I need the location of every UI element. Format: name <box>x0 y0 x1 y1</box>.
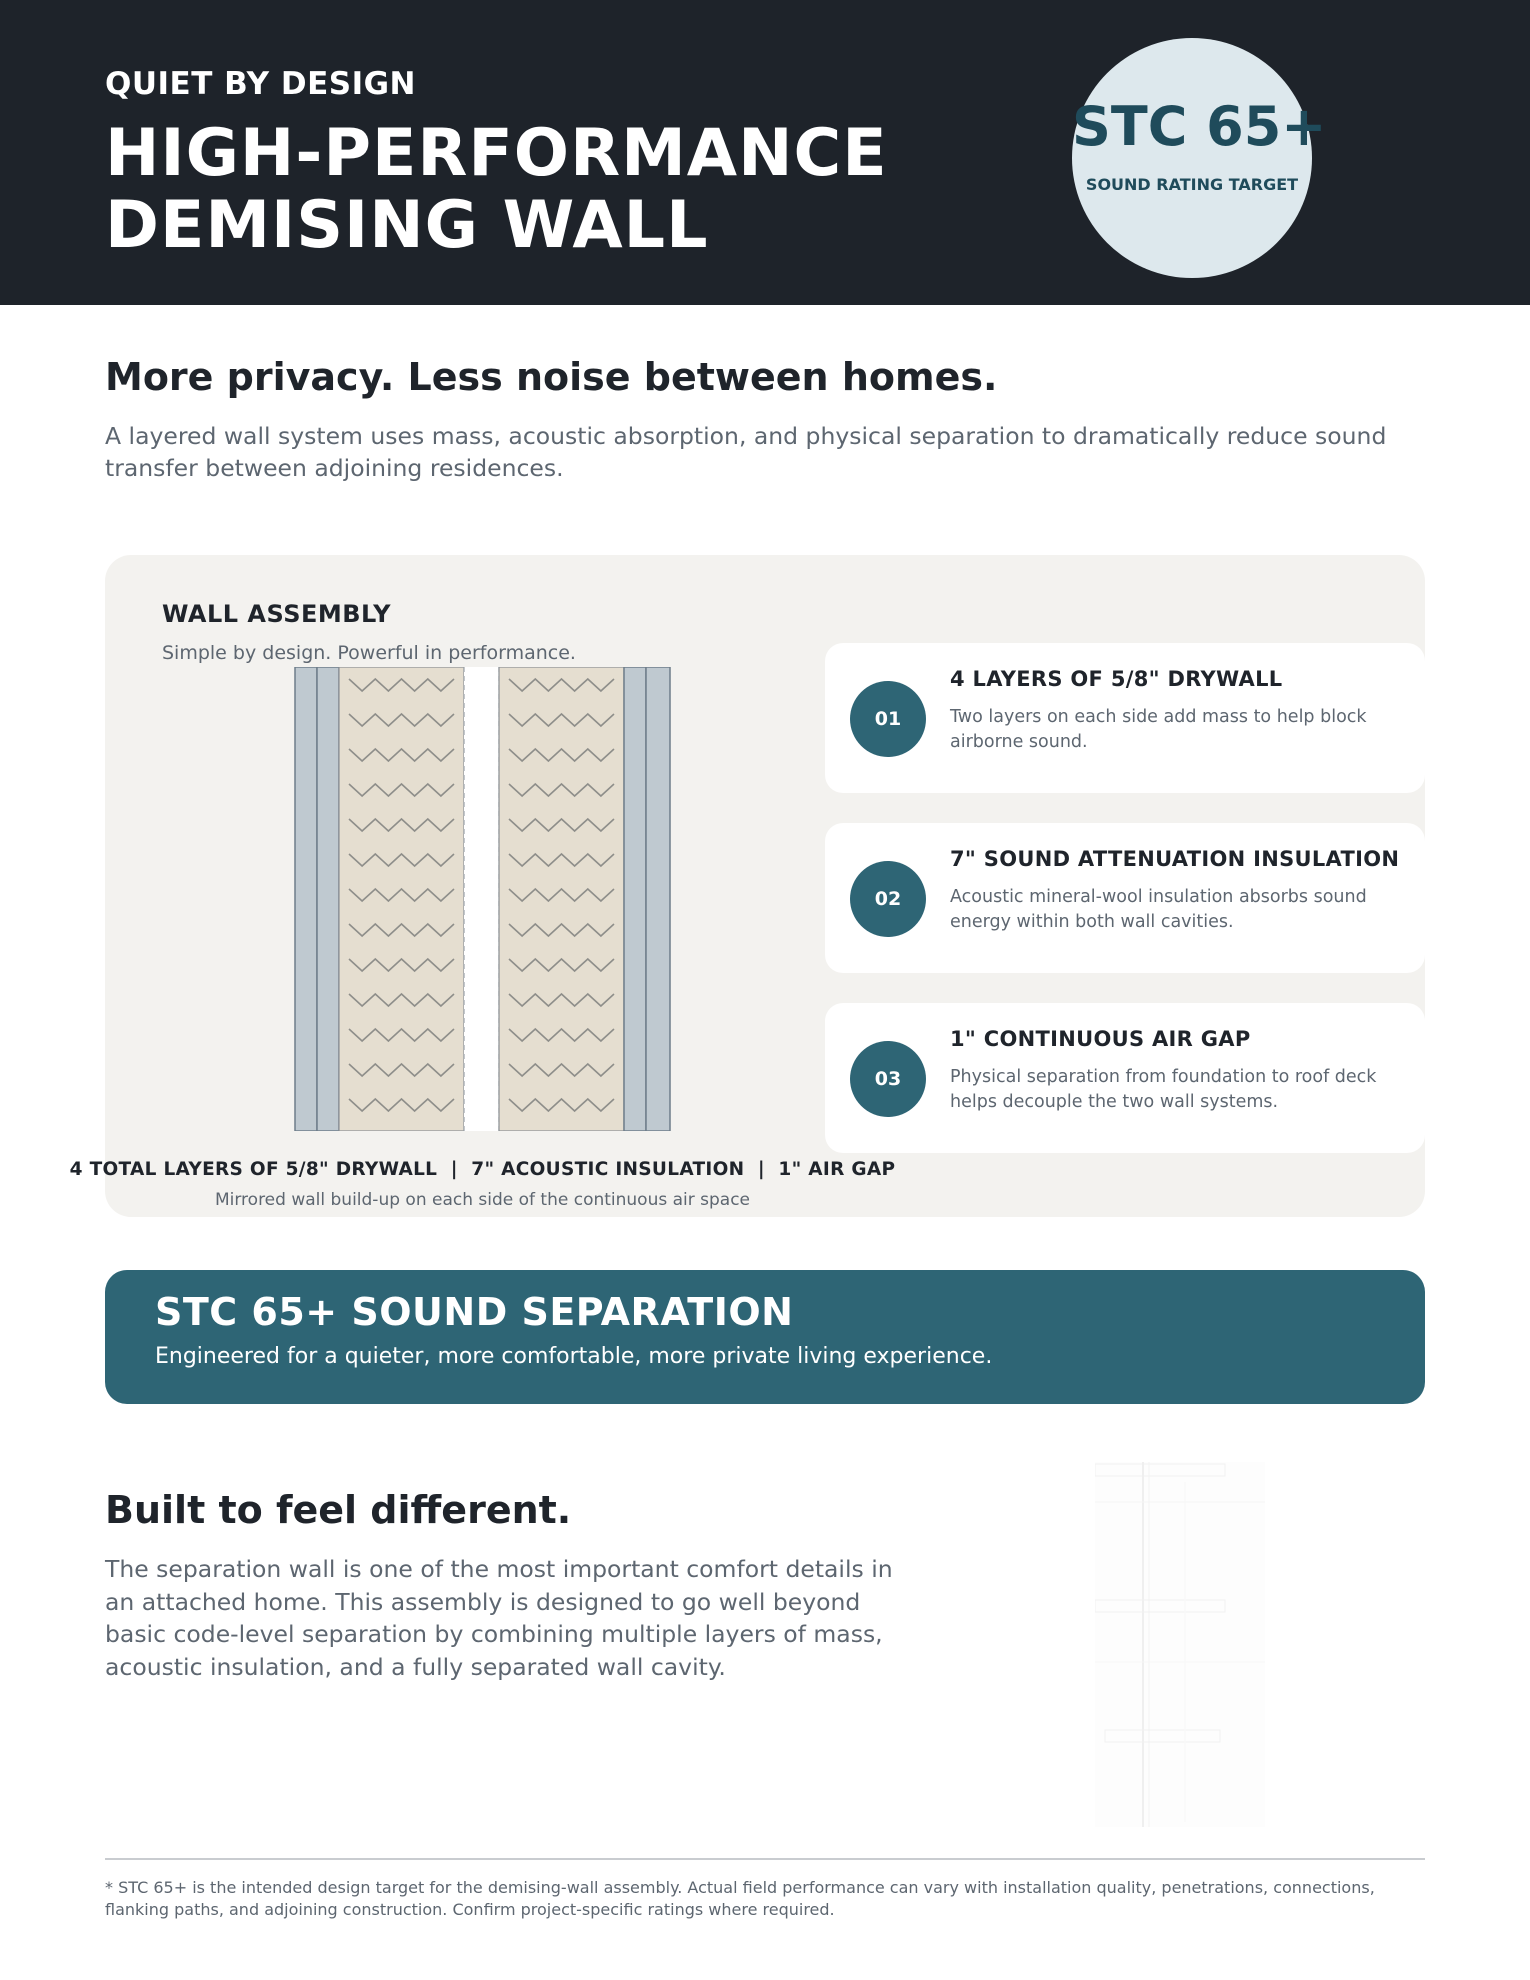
assembly-subtitle: Simple by design. Powerful in performance. <box>162 642 576 664</box>
air-gap <box>464 667 499 1131</box>
badge-label: SOUND RATING TARGET <box>1085 175 1299 194</box>
insulation-left <box>339 667 464 1131</box>
banner-subtitle: Engineered for a quieter, more comfortable, more private living experience. <box>155 1344 993 1369</box>
feature-card-drywall <box>825 643 1425 793</box>
intro-heading: More privacy. Less noise between homes. <box>105 355 998 399</box>
faded-construction-drawing <box>1095 1462 1265 1827</box>
feature-number-badge: 01 <box>850 681 926 757</box>
feature-card-air-gap <box>825 1003 1425 1153</box>
feature-number-badge: 03 <box>850 1041 926 1117</box>
stc-rating-badge <box>1072 38 1327 278</box>
feature-title: 1" CONTINUOUS AIR GAP <box>950 1027 1251 1051</box>
drywall-layer-right-inner <box>624 667 646 1131</box>
drywall-layer-left-outer <box>295 667 317 1131</box>
badge-value: STC 65+ <box>1072 95 1327 158</box>
drywall-layer-right-outer <box>646 667 670 1131</box>
insulation-right <box>499 667 624 1131</box>
banner-title: STC 65+ SOUND SEPARATION <box>155 1290 794 1334</box>
feature-card-insulation <box>825 823 1425 973</box>
built-heading: Built to feel different. <box>105 1488 572 1532</box>
page-title: HIGH-PERFORMANCE DEMISING WALL <box>105 116 888 263</box>
assembly-caption: Mirrored wall build-up on each side of the continuous air space <box>214 1190 751 1210</box>
wall-section-diagram <box>294 667 672 1131</box>
intro-body: A layered wall system uses mass, acoustic absorption, and physical separation to dramatically reduce sound transfer between adjoining residences. <box>105 422 1387 482</box>
built-body: The separation wall is one of the most important comfort details in an attached home. This assembly is designed to go well beyond basic code-level separation by combining multiple layers of mass, acoustic insulation, and a fully separated wall cavity. <box>105 1555 893 1681</box>
feature-title: 4 LAYERS OF 5/8" DRYWALL <box>950 667 1283 691</box>
assembly-title: WALL ASSEMBLY <box>162 600 391 628</box>
feature-description: Physical separation from foundation to roof deck helps decouple the two wall systems. <box>950 1067 1377 1112</box>
feature-title: 7" SOUND ATTENUATION INSULATION <box>950 847 1400 871</box>
footnote: * STC 65+ is the intended design target for the demising-wall assembly. Actual field performance can vary with installation quality, penetrations, connections, flanking paths, and adjoining construction. Confirm project-specific ratings where required. <box>105 1878 1375 1919</box>
footnote-divider <box>105 1858 1425 1860</box>
feature-number-badge: 02 <box>850 861 926 937</box>
stc-banner <box>105 1270 1425 1404</box>
eyebrow-label: QUIET BY DESIGN <box>105 66 417 102</box>
drywall-layer-left-inner <box>317 667 339 1131</box>
feature-description: Acoustic mineral-wool insulation absorbs sound energy within both wall cavities. <box>950 887 1367 932</box>
assembly-summary: 4 TOTAL LAYERS OF 5/8" DRYWALL | 7" ACOUSTIC INSULATION | 1" AIR GAP <box>69 1159 896 1180</box>
feature-description: Two layers on each side add mass to help block airborne sound. <box>950 707 1367 752</box>
